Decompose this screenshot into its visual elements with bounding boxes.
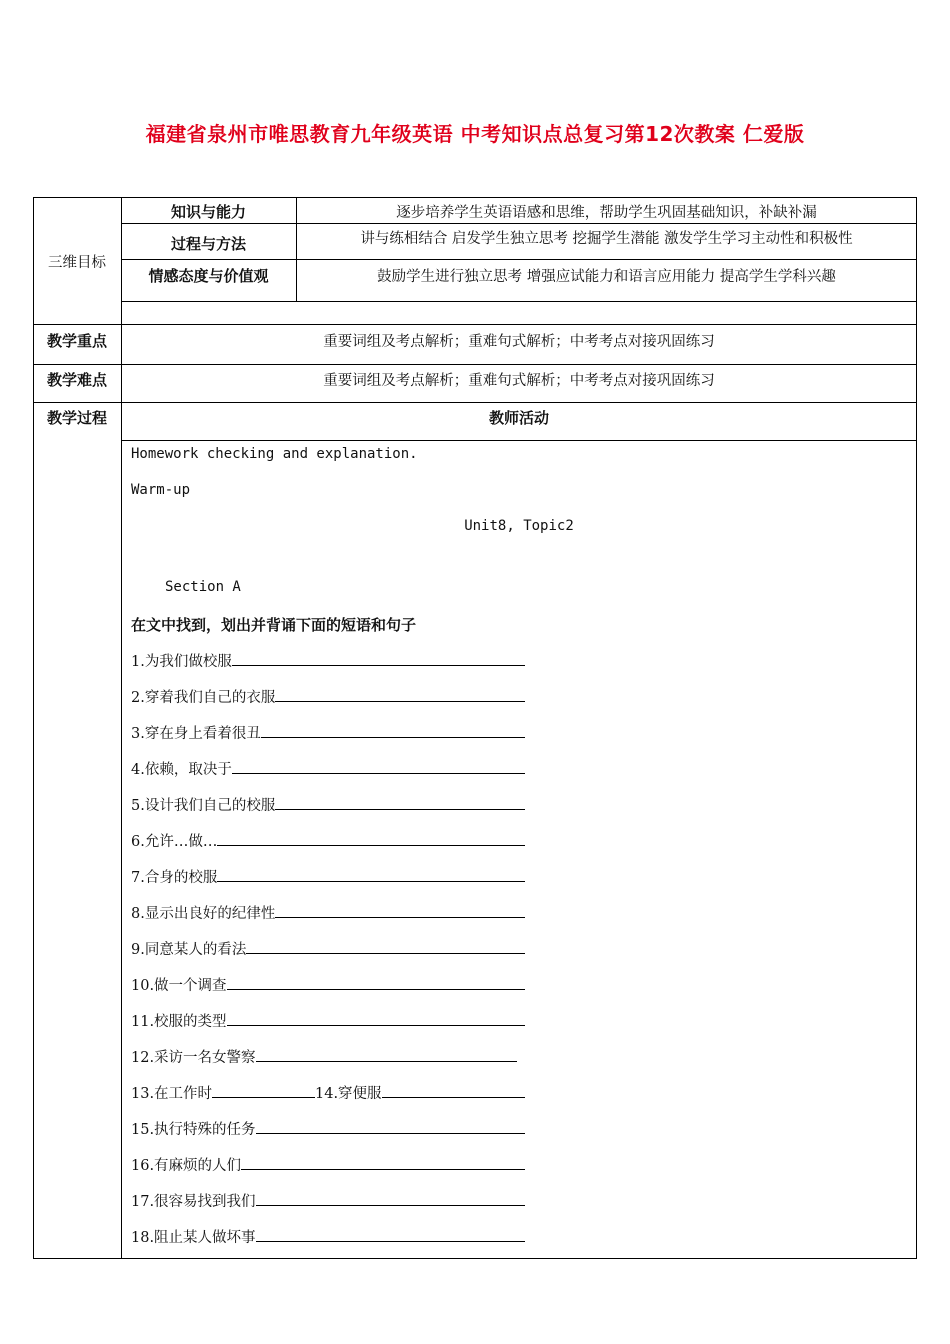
phrase-item [131,938,525,959]
row-divider [121,301,917,302]
phrase-item [131,1226,525,1247]
phrase-text: 4.依赖，取决于 [131,762,232,778]
phrase-text: 18.阻止某人做坏事 [131,1230,256,1246]
phrase-item [131,758,525,779]
answer-blank[interactable] [275,687,525,702]
answer-blank[interactable] [256,1191,525,1206]
phrase-item [131,830,525,851]
phrase-item [131,794,525,815]
answer-blank[interactable] [241,1155,525,1170]
objective-value-attitude: 鼓励学生进行独立思考 增强应试能力和语言应用能力 提高学生学科兴趣 [377,269,836,285]
answer-blank[interactable] [217,831,525,846]
difficult-points-value: 重要词组及考点解析；重难句式解析；中考考点对接巩固练习 [323,373,715,389]
row-divider [33,324,917,325]
answer-blank[interactable] [382,1083,525,1098]
unit-topic: Unit8, Topic2 [464,518,574,534]
row-divider [33,364,917,365]
answer-blank[interactable] [227,1011,525,1026]
phrase-text: 6.允许…做… [131,834,218,850]
row-divider [121,259,917,260]
warmup-line: Warm-up [131,482,191,498]
phrase-text: 11.校服的类型 [131,1014,227,1030]
phrase-item [131,686,525,707]
objectives-label: 三维目标 [48,255,106,271]
phrase-item [131,1046,517,1067]
answer-blank[interactable] [256,1047,517,1062]
row-divider [121,223,917,224]
phrase-item [131,1190,525,1211]
phrase-item [131,1154,525,1175]
phrase-text: 14.穿便服 [315,1086,382,1102]
homework-line: Homework checking and explanation. [131,446,418,462]
row-divider [121,440,917,441]
phrase-item [131,722,525,743]
phrase-text: 12.采访一名女警察 [131,1050,256,1066]
answer-blank[interactable] [275,903,525,918]
phrase-text: 5.设计我们自己的校服 [131,798,276,814]
instruction: 在文中找到，划出并背诵下面的短语和句子 [131,616,417,634]
phrase-item [131,902,525,923]
phrase-item [131,1118,525,1139]
answer-blank[interactable] [256,1119,525,1134]
answer-blank[interactable] [261,723,525,738]
phrase-item [131,1010,525,1031]
phrase-text: 10.做一个调查 [131,978,227,994]
column-divider [121,197,122,1259]
answer-blank[interactable] [232,651,525,666]
answer-blank[interactable] [212,1083,315,1098]
answer-blank[interactable] [246,939,525,954]
answer-blank[interactable] [275,795,525,810]
objective-key-attitude: 情感态度与价值观 [148,267,269,285]
phrase-item [131,866,525,887]
phrase-text: 8.显示出良好的纪律性 [131,906,276,922]
phrase-text: 3.穿在身上看着很丑 [131,726,261,742]
key-points-label: 教学重点 [46,332,107,350]
phrase-text: 9.同意某人的看法 [131,942,247,958]
phrase-text: 16.有麻烦的人们 [131,1158,242,1174]
objective-key-knowledge: 知识与能力 [170,203,246,221]
phrase-text: 2.穿着我们自己的衣服 [131,690,276,706]
objective-value-knowledge: 逐步培养学生英语语感和思维，帮助学生巩固基础知识，补缺补漏 [396,205,817,221]
phrase-item [131,1082,525,1103]
answer-blank[interactable] [232,759,525,774]
answer-blank[interactable] [227,975,525,990]
section-heading: Section A [165,579,241,595]
objective-key-process: 过程与方法 [170,235,246,253]
phrase-text: 13.在工作时 [131,1086,213,1102]
objective-value-process: 讲与练相结合 启发学生独立思考 挖掘学生潜能 激发学生学习主动性和积极性 [360,231,853,247]
document-title: 福建省泉州市唯思教育九年级英语 中考知识点总复习第12次教案 仁爱版 [145,122,805,146]
answer-blank[interactable] [256,1227,525,1242]
difficult-points-label: 教学难点 [46,371,107,389]
teacher-activity-header: 教师活动 [488,409,549,427]
phrase-item [131,650,525,671]
answer-blank[interactable] [217,867,525,882]
phrase-text: 17.很容易找到我们 [131,1194,256,1210]
phrase-item [131,974,525,995]
phrase-text: 7.合身的校服 [131,870,218,886]
key-points-value: 重要词组及考点解析；重难句式解析；中考考点对接巩固练习 [323,334,715,350]
phrase-text: 15.执行特殊的任务 [131,1122,256,1138]
process-label: 教学过程 [46,409,107,427]
row-divider [33,402,917,403]
phrase-text: 1.为我们做校服 [131,654,232,670]
